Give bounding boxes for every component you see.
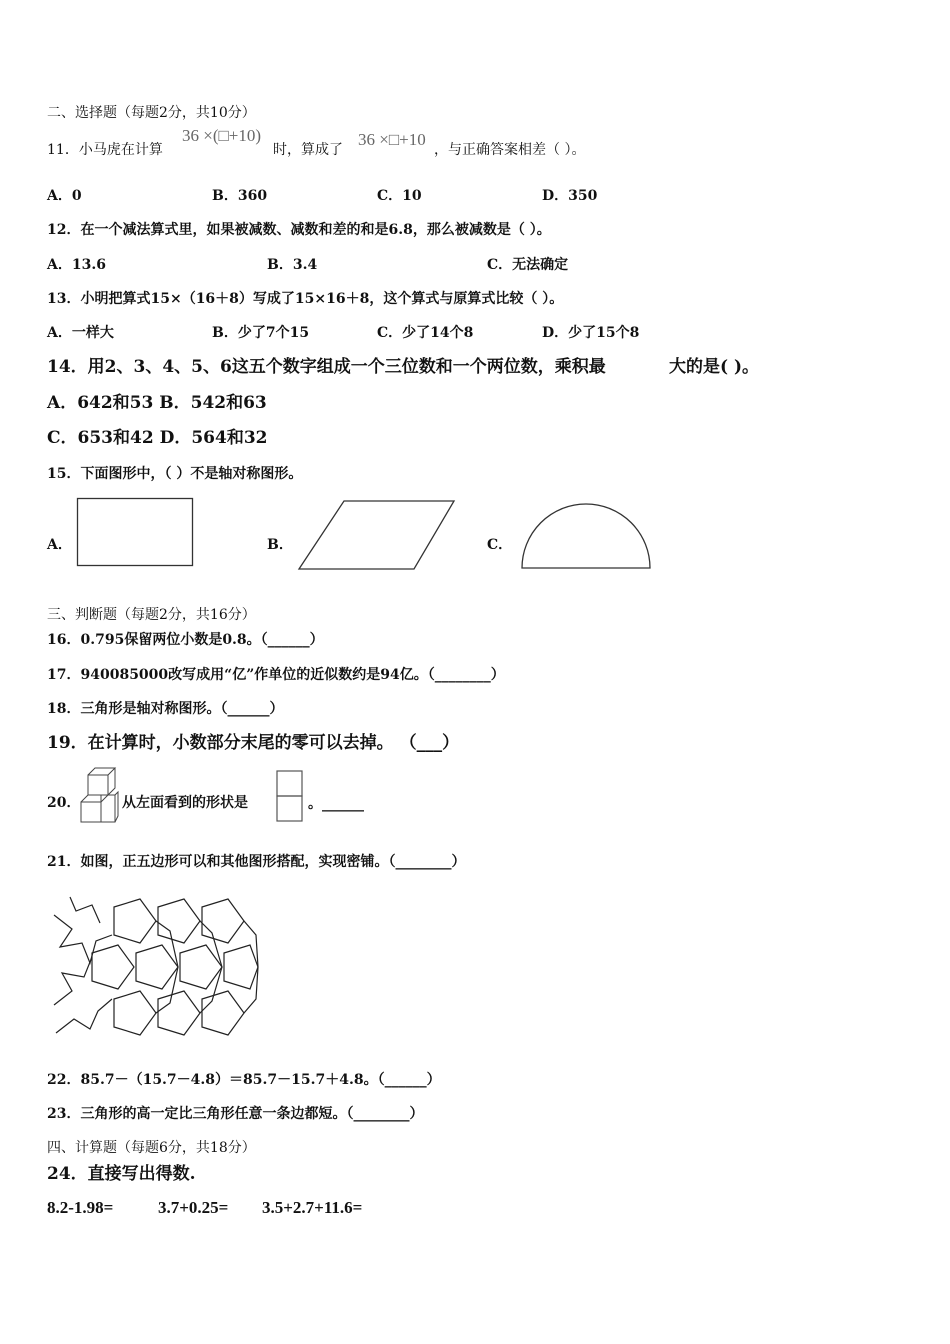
parallelogram-shape	[296, 499, 458, 573]
question-15: 15．下面图形中，（ ）不是轴对称图形。	[47, 466, 303, 482]
question-11-line	[47, 141, 163, 159]
question-23: 23．三角形的高一定比三角形任意一条边都短。（________）	[47, 1106, 424, 1122]
q13-option-d: D．少了15个8	[542, 325, 640, 341]
q15-label-b: B．	[267, 537, 293, 553]
question-24: 24．直接写出得数.	[47, 1164, 196, 1184]
q20-text: 从左面看到的形状是	[122, 795, 248, 811]
q20-tail: 。______	[308, 796, 364, 812]
q11-text-2: 时，算成了	[273, 142, 343, 158]
q14-options-row-2: C．653和42 D．564和32	[47, 428, 268, 448]
q11-text-3: ，与正确答案相差（ ）。	[434, 142, 586, 158]
q15-label-a: A．	[47, 537, 72, 553]
side-view-figure	[275, 769, 305, 825]
question-22: 22．85.7－（15.7－4.8）＝85.7－15.7＋4.8。（______）	[47, 1072, 441, 1088]
semicircle-shape	[518, 502, 654, 572]
q12-option-b: B．3.4	[267, 257, 318, 273]
q20-number: 20．	[47, 795, 81, 811]
cube-stack-figure	[78, 766, 122, 826]
question-14-tail: 大的是( )。	[669, 357, 760, 377]
question-17: 17．940085000改写成用“亿”作单位的近似数约是94亿。（________）	[47, 667, 505, 683]
question-12: 12．在一个减法算式里，如果被减数、减数和差的和是6.8，那么被减数是（ ）。	[47, 222, 551, 238]
question-16: 16．0.795保留两位小数是0.8。（______）	[47, 632, 324, 648]
section-4-title: 四、计算题（每题6分，共18分）	[47, 1140, 256, 1156]
question-21: 21．如图，正五边形可以和其他图形搭配，实现密铺。（________）	[47, 854, 466, 870]
question-19: 19．在计算时，小数部分末尾的零可以去掉。 （___）	[47, 733, 460, 753]
section-2-title: 二、选择题（每题2分，共10分）	[47, 105, 256, 121]
q12-option-c: C．无法确定	[487, 257, 569, 273]
q11-text-1: 小马虎在计算	[78, 142, 163, 158]
question-13: 13．小明把算式15×（16＋8）写成了15×16＋8，这个算式与原算式比较（ ）。	[47, 291, 564, 307]
q11-expression-1: 36 ×(□+10)	[182, 126, 262, 145]
q24-item-3: 3.5+2.7+11.6=	[262, 1198, 363, 1217]
q11-option-b: B．360	[212, 188, 268, 204]
section-3-title: 三、判断题（每题2分，共16分）	[47, 607, 256, 623]
q13-option-a: A．一样大	[47, 325, 114, 341]
question-18: 18．三角形是轴对称图形。（______）	[47, 701, 284, 717]
q11-option-d: D．350	[542, 188, 598, 204]
q13-option-b: B．少了7个15	[212, 325, 310, 341]
q15-label-c: C．	[487, 537, 513, 553]
q24-item-2: 3.7+0.25=	[158, 1198, 229, 1217]
q24-item-1: 8.2-1.98=	[47, 1198, 114, 1217]
pentagon-tessellation-figure	[52, 895, 262, 1038]
q11-option-a: A．0	[47, 188, 82, 204]
q11-number: 11．	[47, 142, 79, 158]
q13-option-c: C．少了14个8	[377, 325, 474, 341]
rectangle-shape	[76, 497, 196, 569]
q12-option-a: A．13.6	[47, 257, 106, 273]
q11-option-c: C．10	[377, 188, 422, 204]
q14-options-row-1: A．642和53 B．542和63	[47, 393, 267, 413]
q11-expression-2: 36 ×□+10	[358, 130, 426, 149]
question-14: 14．用2、3、4、5、6这五个数字组成一个三位数和一个两位数，乘积最	[47, 357, 606, 377]
